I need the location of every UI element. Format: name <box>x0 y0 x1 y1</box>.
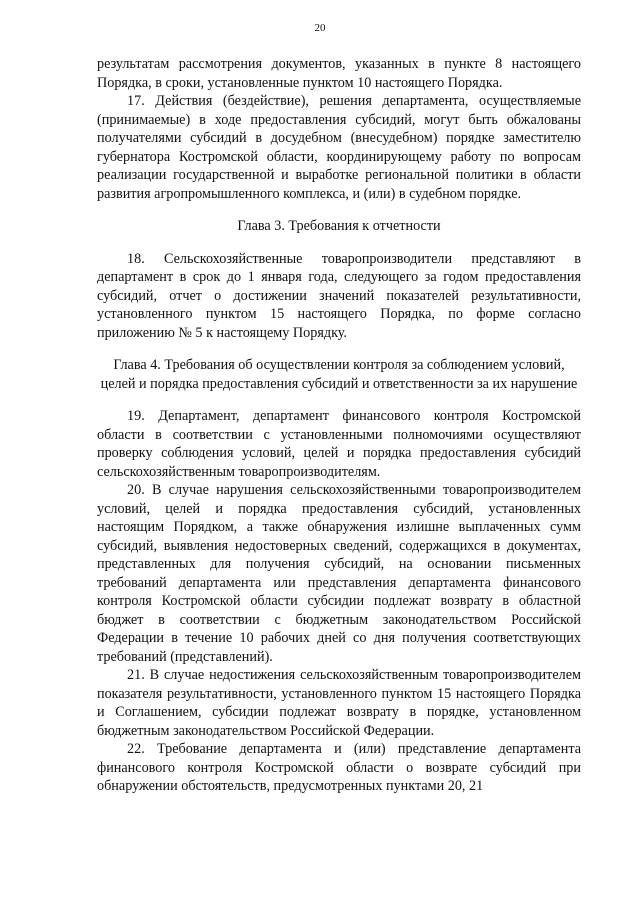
paragraph-22: 22. Требование департамента и (или) представление департамента финансового контроля Костромской области о возврате субсидий при обнаружении обстоятельств, предусмотренных пунктами 20, 21 <box>97 741 581 794</box>
paragraph-20: 20. В случае нарушения сельскохозяйственными товаропроизводителем условий, целей и порядка предоставления субсидий, установленных настоящим Порядком, а также обнаружения излишне выплаченных сумм субсидий, выявления недостоверных сведений, содержащихся в документах, представленных для получения субсидий, на основании письменных требований департамента или представления департамента финансового контроля Костромской области субсидии подлежат возврату в областной бюджет в соответствии с бюджетным законодательством Российской Федерации в течение 10 рабочих дней со дня получения соответствующих требований (представлений). <box>97 482 581 665</box>
chapter-3-heading: Глава 3. Требования к отчетности <box>237 218 441 234</box>
paragraph-18: 18. Сельскохозяйственные товаропроизводители представляют в департамент в срок до 1 января года, следующего за годом предоставления субсидий, отчет о достижении значений показателей результативности, установленного пунктом 15 настоящего Порядка, по форме согласно приложению № 5 к настоящему Порядку. <box>97 250 581 341</box>
paragraph-21: 21. В случае недостижения сельскохозяйственным товаропроизводителем показателя результативности, установленного пунктом 15 настоящего Порядка и Соглашением, субсидии подлежат возврату в порядке, установленном бюджетным законодательством Российской Федерации. <box>97 667 581 739</box>
paragraph-17: 17. Действия (бездействие), решения департамента, осуществляемые (принимаемые) в ходе предоставления субсидий, могут быть обжалованы получателями субсидий в досудебном (внесудебном) порядке заместителю губернатора Костромской области, координирующему работу по вопросам реализации государственной и выработке региональной политики в области развития агропромышленного комплекса, и (или) в судебном порядке. <box>97 93 581 202</box>
paragraph-19: 19. Департамент, департамент финансового контроля Костромской области в соответствии с установленными полномочиями осуществляют проверку соблюдения условий, целей и порядка предоставления субсидий сельскохозяйственным товаропроизводителям. <box>97 408 581 480</box>
page-number: 20 <box>314 22 326 34</box>
document-body <box>97 55 581 796</box>
chapter-4-heading: Глава 4. Требования об осуществлении контроля за соблюдением условий, целей и порядка предоставления субсидий и ответственности за их нарушение <box>100 357 578 392</box>
paragraph-continuation: результатам рассмотрения документов, указанных в пункте 8 настоящего Порядка, в сроки, установленные пунктом 10 настоящего Порядка. <box>97 56 581 91</box>
